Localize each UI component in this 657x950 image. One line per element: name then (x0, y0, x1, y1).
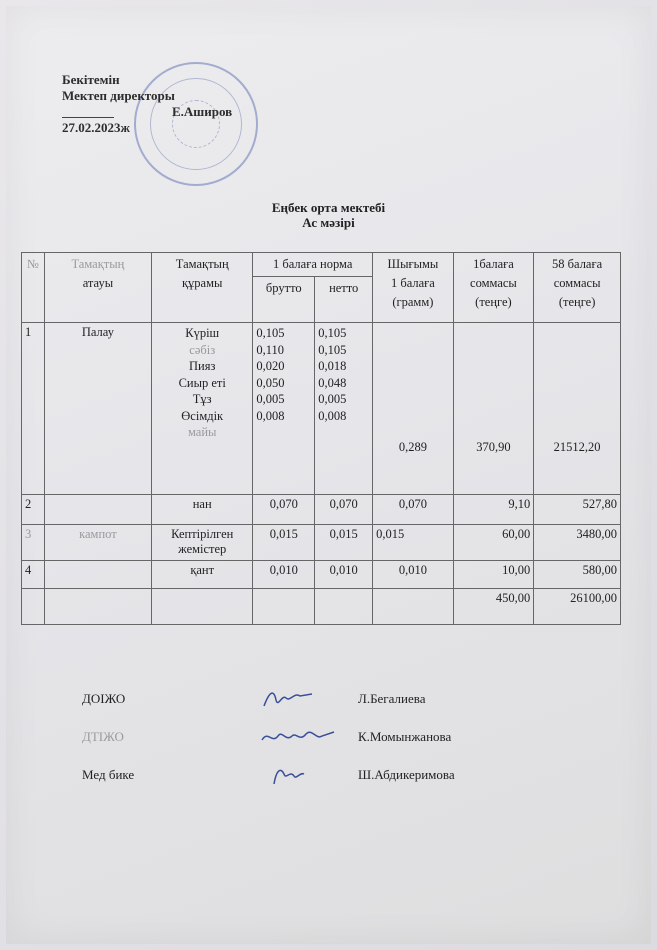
signature-name: Л.Бегалиева (358, 691, 426, 706)
approval-date: 27.02.2023ж (62, 120, 130, 135)
signature-role: ДОІЖО (82, 691, 126, 706)
row-ingredient: Кептірілген жемістер (152, 525, 253, 561)
row-sum-one: 9,10 (453, 495, 534, 525)
row-brutto: 0,070 (253, 495, 315, 525)
row-sum-58: 3480,00 (534, 525, 621, 561)
header-output: Шығымы 1 балаға (грамм) (373, 253, 454, 323)
signature-role: Мед бике (82, 767, 135, 782)
row-sum-58: 21512,20 (534, 323, 621, 495)
row-brutto: 0,015 (253, 525, 315, 561)
row-netto: 0,015 (315, 525, 373, 561)
row-netto: 0,105 0,105 0,018 0,048 0,005 0,008 (315, 323, 373, 495)
approval-heading: Бекітемін (62, 72, 120, 87)
row-ingredients: Күріш сәбіз Пияз Сиыр еті Тұз Өсімдік майы (152, 323, 253, 495)
handwritten-signature (260, 762, 358, 788)
signature-name: К.Момынжанова (358, 729, 452, 744)
row-output: 0,070 (373, 495, 454, 525)
director-signature-line (62, 104, 114, 118)
row-dish: кампот (44, 525, 151, 561)
table-row (22, 495, 621, 525)
row-ingredient: қант (152, 561, 253, 589)
table-row (22, 323, 621, 495)
row-brutto: 0,105 0,110 0,020 0,050 0,005 0,008 (253, 323, 315, 495)
header-netto: нетто (315, 277, 373, 323)
row-output: 0,289 (373, 323, 454, 495)
signature-row (82, 686, 425, 712)
row-sum-58: 580,00 (534, 561, 621, 589)
row-sum-58: 527,80 (534, 495, 621, 525)
row-output: 0,015 (373, 525, 454, 561)
header-norm: 1 балаға норма (253, 253, 373, 277)
signature-row (82, 762, 455, 788)
table-header-row (22, 253, 621, 277)
table-row (22, 561, 621, 589)
header-sum-one: 1балаға соммасы (теңге) (453, 253, 534, 323)
row-output: 0,010 (373, 561, 454, 589)
row-dish (44, 495, 151, 525)
header-brutto: брутто (253, 277, 315, 323)
total-sum-58: 26100,00 (534, 589, 621, 625)
menu-title: Ас мәзірі (302, 215, 355, 230)
row-netto: 0,010 (315, 561, 373, 589)
school-name: Еңбек орта мектебі (271, 200, 386, 215)
approval-block (62, 72, 232, 136)
signature-name: Ш.Абдикеримова (358, 767, 455, 782)
row-sum-one: 10,00 (453, 561, 534, 589)
document-title (6, 200, 651, 230)
row-dish: Палау (44, 323, 151, 495)
total-sum-one: 450,00 (453, 589, 534, 625)
header-composition: Тамақтың құрамы (152, 253, 253, 323)
row-ingredient: нан (152, 495, 253, 525)
row-brutto: 0,010 (253, 561, 315, 589)
header-sum-58: 58 балаға соммасы (теңге) (534, 253, 621, 323)
row-no: 4 (22, 561, 45, 589)
header-no: № (22, 253, 45, 323)
menu-table (21, 252, 621, 625)
row-netto: 0,070 (315, 495, 373, 525)
row-sum-one: 370,90 (453, 323, 534, 495)
table-row (22, 525, 621, 561)
row-no: 3 (22, 525, 45, 561)
row-sum-one: 60,00 (453, 525, 534, 561)
signature-row (82, 724, 451, 750)
handwritten-signature (260, 724, 358, 750)
row-no: 1 (22, 323, 45, 495)
header-dish: Тамақтың атауы (44, 253, 151, 323)
document-page (6, 6, 651, 944)
signature-role: ДТІЖО (82, 729, 124, 744)
row-dish (44, 561, 151, 589)
approval-position: Мектеп директоры (62, 88, 175, 103)
row-no: 2 (22, 495, 45, 525)
table-total-row (22, 589, 621, 625)
handwritten-signature (260, 686, 358, 712)
director-name: Е.Аширов (172, 104, 233, 119)
